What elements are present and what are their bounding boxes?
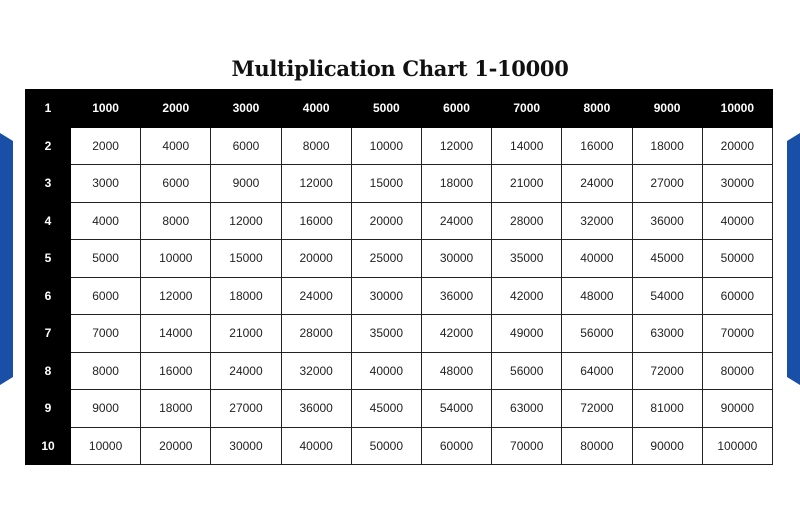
table-body <box>26 90 773 465</box>
product-cell: 49000 <box>492 315 562 353</box>
product-cell: 9000 <box>211 165 281 203</box>
product-cell: 18000 <box>211 277 281 315</box>
product-cell: 60000 <box>421 427 491 465</box>
row-multiplier-cell: 8 <box>26 352 71 390</box>
table-row <box>26 127 773 165</box>
product-cell: 20000 <box>281 240 351 278</box>
table-row <box>26 202 773 240</box>
product-cell: 42000 <box>421 315 491 353</box>
product-cell: 40000 <box>702 202 772 240</box>
product-cell: 80000 <box>702 352 772 390</box>
column-header-cell: 3000 <box>211 90 281 128</box>
product-cell: 70000 <box>702 315 772 353</box>
product-cell: 9000 <box>71 390 141 428</box>
product-cell: 48000 <box>562 277 632 315</box>
column-header-cell: 8000 <box>562 90 632 128</box>
product-cell: 90000 <box>702 390 772 428</box>
product-cell: 4000 <box>71 202 141 240</box>
product-cell: 35000 <box>351 315 421 353</box>
product-cell: 27000 <box>632 165 702 203</box>
product-cell: 18000 <box>421 165 491 203</box>
table-row <box>26 165 773 203</box>
product-cell: 35000 <box>492 240 562 278</box>
product-cell: 40000 <box>351 352 421 390</box>
table-row <box>26 352 773 390</box>
product-cell: 56000 <box>562 315 632 353</box>
column-header-cell: 10000 <box>702 90 772 128</box>
left-side-tab <box>0 133 13 385</box>
product-cell: 4000 <box>141 127 211 165</box>
product-cell: 24000 <box>562 165 632 203</box>
product-cell: 24000 <box>211 352 281 390</box>
right-side-tab <box>787 133 800 385</box>
product-cell: 16000 <box>281 202 351 240</box>
multiplication-table <box>25 89 773 465</box>
table-row <box>26 240 773 278</box>
product-cell: 27000 <box>211 390 281 428</box>
table-header-row <box>26 90 773 128</box>
product-cell: 28000 <box>281 315 351 353</box>
product-cell: 10000 <box>351 127 421 165</box>
product-cell: 81000 <box>632 390 702 428</box>
product-cell: 72000 <box>632 352 702 390</box>
product-cell: 8000 <box>141 202 211 240</box>
row-multiplier-cell: 3 <box>26 165 71 203</box>
product-cell: 12000 <box>211 202 281 240</box>
product-cell: 56000 <box>492 352 562 390</box>
product-cell: 8000 <box>281 127 351 165</box>
product-cell: 15000 <box>351 165 421 203</box>
product-cell: 60000 <box>702 277 772 315</box>
row-multiplier-cell: 9 <box>26 390 71 428</box>
product-cell: 32000 <box>562 202 632 240</box>
product-cell: 3000 <box>71 165 141 203</box>
column-header-cell: 9000 <box>632 90 702 128</box>
product-cell: 20000 <box>141 427 211 465</box>
product-cell: 24000 <box>421 202 491 240</box>
product-cell: 6000 <box>211 127 281 165</box>
product-cell: 6000 <box>71 277 141 315</box>
product-cell: 12000 <box>281 165 351 203</box>
product-cell: 16000 <box>141 352 211 390</box>
product-cell: 10000 <box>141 240 211 278</box>
product-cell: 63000 <box>492 390 562 428</box>
product-cell: 20000 <box>702 127 772 165</box>
page-title: Multiplication Chart 1-10000 <box>231 56 569 81</box>
product-cell: 18000 <box>141 390 211 428</box>
table-row <box>26 427 773 465</box>
row-multiplier-cell: 4 <box>26 202 71 240</box>
row-multiplier-cell: 2 <box>26 127 71 165</box>
product-cell: 25000 <box>351 240 421 278</box>
row-multiplier-cell: 5 <box>26 240 71 278</box>
product-cell: 5000 <box>71 240 141 278</box>
table-row <box>26 277 773 315</box>
product-cell: 10000 <box>71 427 141 465</box>
product-cell: 45000 <box>632 240 702 278</box>
product-cell: 50000 <box>702 240 772 278</box>
product-cell: 90000 <box>632 427 702 465</box>
row-multiplier-cell: 1 <box>26 90 71 128</box>
product-cell: 2000 <box>71 127 141 165</box>
product-cell: 80000 <box>562 427 632 465</box>
product-cell: 63000 <box>632 315 702 353</box>
product-cell: 12000 <box>141 277 211 315</box>
product-cell: 15000 <box>211 240 281 278</box>
column-header-cell: 5000 <box>351 90 421 128</box>
product-cell: 14000 <box>492 127 562 165</box>
column-header-cell: 2000 <box>141 90 211 128</box>
product-cell: 14000 <box>141 315 211 353</box>
product-cell: 6000 <box>141 165 211 203</box>
product-cell: 21000 <box>492 165 562 203</box>
product-cell: 20000 <box>351 202 421 240</box>
product-cell: 50000 <box>351 427 421 465</box>
product-cell: 40000 <box>281 427 351 465</box>
product-cell: 42000 <box>492 277 562 315</box>
product-cell: 21000 <box>211 315 281 353</box>
product-cell: 28000 <box>492 202 562 240</box>
row-multiplier-cell: 10 <box>26 427 71 465</box>
table-row <box>26 315 773 353</box>
product-cell: 8000 <box>71 352 141 390</box>
product-cell: 18000 <box>632 127 702 165</box>
product-cell: 12000 <box>421 127 491 165</box>
product-cell: 36000 <box>632 202 702 240</box>
product-cell: 32000 <box>281 352 351 390</box>
row-multiplier-cell: 6 <box>26 277 71 315</box>
column-header-cell: 7000 <box>492 90 562 128</box>
product-cell: 70000 <box>492 427 562 465</box>
product-cell: 64000 <box>562 352 632 390</box>
product-cell: 45000 <box>351 390 421 428</box>
product-cell: 54000 <box>632 277 702 315</box>
column-header-cell: 6000 <box>421 90 491 128</box>
product-cell: 40000 <box>562 240 632 278</box>
product-cell: 7000 <box>71 315 141 353</box>
row-multiplier-cell: 7 <box>26 315 71 353</box>
product-cell: 30000 <box>351 277 421 315</box>
product-cell: 16000 <box>562 127 632 165</box>
product-cell: 30000 <box>211 427 281 465</box>
product-cell: 36000 <box>421 277 491 315</box>
column-header-cell: 4000 <box>281 90 351 128</box>
product-cell: 48000 <box>421 352 491 390</box>
product-cell: 36000 <box>281 390 351 428</box>
product-cell: 30000 <box>421 240 491 278</box>
product-cell: 100000 <box>702 427 772 465</box>
product-cell: 72000 <box>562 390 632 428</box>
product-cell: 24000 <box>281 277 351 315</box>
product-cell: 54000 <box>421 390 491 428</box>
table-row <box>26 390 773 428</box>
product-cell: 30000 <box>702 165 772 203</box>
column-header-cell: 1000 <box>71 90 141 128</box>
